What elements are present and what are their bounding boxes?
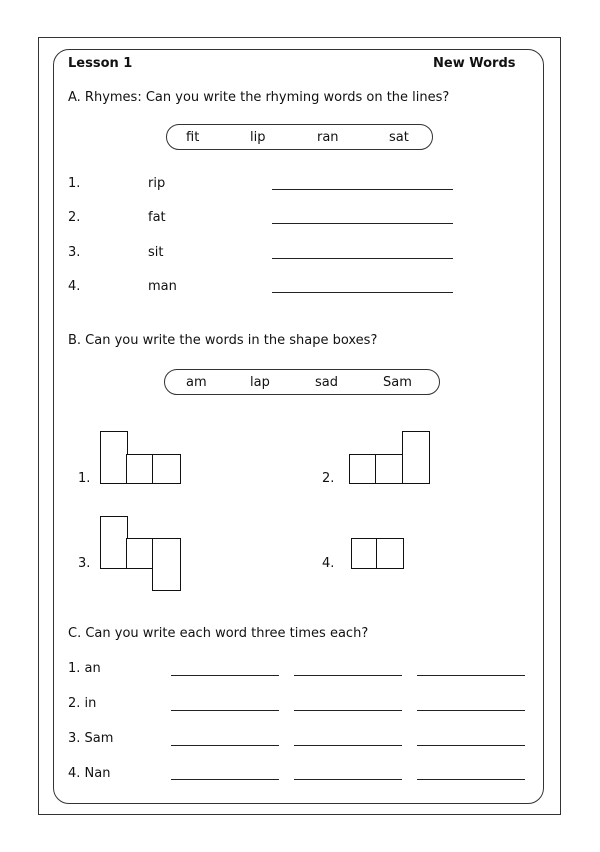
letter-box[interactable]	[152, 454, 181, 484]
letter-box[interactable]	[100, 516, 128, 569]
word-bank-word: ran	[317, 130, 339, 145]
practice-line[interactable]	[294, 675, 402, 676]
rhyme-prompt-word: fat	[148, 210, 166, 225]
item-number: 1.	[68, 176, 81, 191]
word-bank-word: lap	[250, 375, 270, 390]
answer-line[interactable]	[272, 258, 453, 259]
letter-box[interactable]	[402, 431, 430, 484]
letter-box[interactable]	[152, 538, 181, 591]
letter-box[interactable]	[351, 538, 378, 569]
letter-box[interactable]	[100, 431, 128, 484]
letter-box[interactable]	[126, 538, 154, 569]
section-c-instruction: C. Can you write each word three times each?	[68, 626, 369, 641]
item-number: 3.	[68, 245, 81, 260]
item-number: 2.	[68, 210, 81, 225]
practice-line[interactable]	[294, 710, 402, 711]
word-bank-word: sat	[389, 130, 409, 145]
word-bank-word: Sam	[383, 375, 412, 390]
practice-word-label: 1. an	[68, 661, 101, 676]
practice-line[interactable]	[417, 745, 525, 746]
worksheet-card	[53, 49, 544, 804]
letter-box[interactable]	[126, 454, 154, 484]
practice-line[interactable]	[171, 710, 279, 711]
rhyme-prompt-word: rip	[148, 176, 166, 191]
letter-box[interactable]	[375, 454, 404, 484]
shape-label: 3.	[78, 556, 91, 571]
practice-line[interactable]	[294, 779, 402, 780]
practice-word-label: 3. Sam	[68, 731, 114, 746]
lesson-title: Lesson 1	[68, 56, 133, 71]
section-b-instruction: B. Can you write the words in the shape boxes?	[68, 333, 378, 348]
word-bank-word: lip	[250, 130, 266, 145]
practice-line[interactable]	[417, 710, 525, 711]
topic-title: New Words	[433, 56, 516, 71]
practice-word-label: 2. in	[68, 696, 97, 711]
answer-line[interactable]	[272, 189, 453, 190]
practice-line[interactable]	[417, 779, 525, 780]
practice-line[interactable]	[171, 675, 279, 676]
practice-line[interactable]	[171, 779, 279, 780]
practice-line[interactable]	[171, 745, 279, 746]
practice-line[interactable]	[417, 675, 525, 676]
answer-line[interactable]	[272, 223, 453, 224]
rhyme-prompt-word: sit	[148, 245, 164, 260]
word-bank-word: sad	[315, 375, 338, 390]
practice-word-label: 4. Nan	[68, 766, 111, 781]
shape-label: 1.	[78, 471, 91, 486]
word-bank-word: fit	[186, 130, 200, 145]
letter-box[interactable]	[349, 454, 377, 484]
item-number: 4.	[68, 279, 81, 294]
shape-label: 4.	[322, 556, 335, 571]
letter-box[interactable]	[376, 538, 404, 569]
rhyme-prompt-word: man	[148, 279, 177, 294]
section-a-instruction: A. Rhymes: Can you write the rhyming words on the lines?	[68, 90, 450, 105]
practice-line[interactable]	[294, 745, 402, 746]
word-bank-word: am	[186, 375, 207, 390]
shape-label: 2.	[322, 471, 335, 486]
answer-line[interactable]	[272, 292, 453, 293]
